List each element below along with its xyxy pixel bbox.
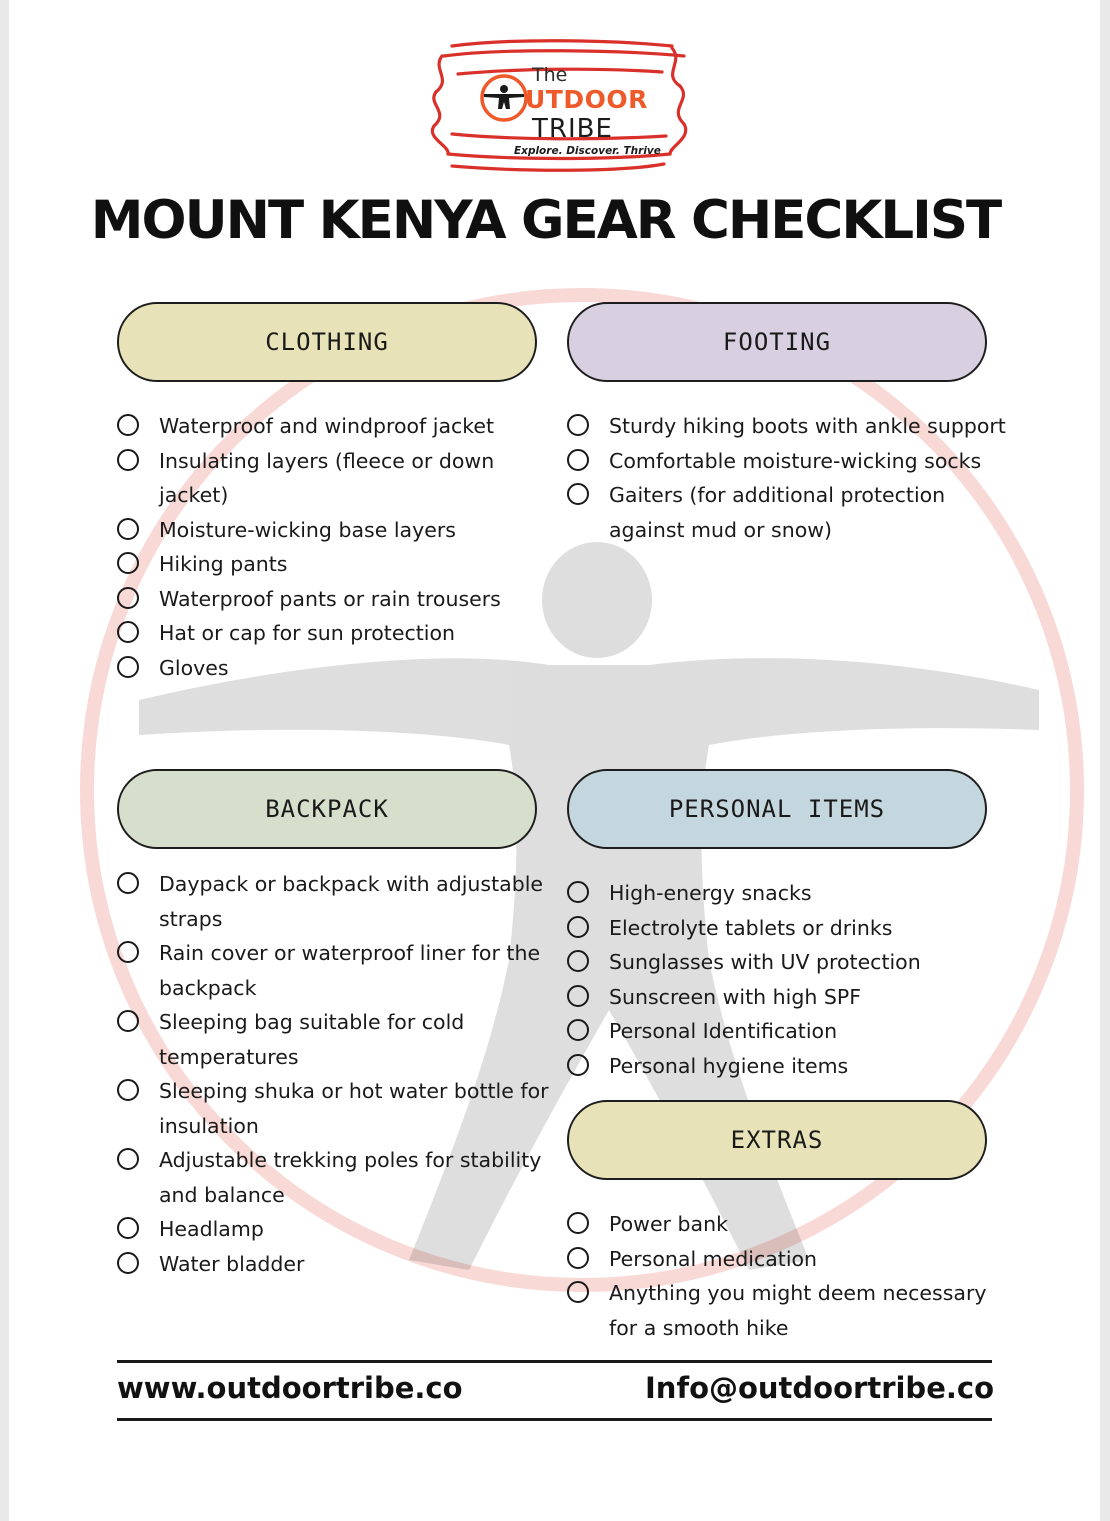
item-label: Electrolyte tablets or drinks [609, 915, 893, 940]
list-item[interactable] [117, 867, 557, 936]
checkbox-circle-icon[interactable] [117, 872, 139, 894]
checkbox-circle-icon[interactable] [567, 414, 589, 436]
website-link[interactable]: www.outdoortribe.co [117, 1371, 463, 1405]
item-label: Personal hygiene items [609, 1053, 849, 1078]
list-item[interactable] [117, 547, 557, 582]
item-label: Daypack or backpack with adjustable straps [159, 872, 544, 931]
checkbox-circle-icon[interactable] [567, 1054, 589, 1076]
item-label: Moisture-wicking base layers [159, 517, 456, 542]
item-label: Comfortable moisture-wicking socks [609, 448, 982, 473]
logo-text-the: The [532, 64, 568, 86]
list-item[interactable] [567, 1276, 1007, 1345]
list-item[interactable] [117, 513, 557, 548]
list-item[interactable] [117, 409, 557, 444]
checkbox-circle-icon[interactable] [567, 1019, 589, 1041]
checkbox-circle-icon[interactable] [117, 941, 139, 963]
item-label: Adjustable trekking poles for stability and balance [159, 1148, 542, 1207]
item-label: Waterproof pants or rain trousers [159, 586, 501, 611]
list-item[interactable] [567, 409, 1007, 444]
list-item[interactable] [567, 444, 1007, 479]
item-label: Rain cover or waterproof liner for the backpack [159, 941, 541, 1000]
list-item[interactable] [117, 936, 557, 1005]
list-item[interactable] [567, 945, 1007, 980]
checkbox-circle-icon[interactable] [567, 1212, 589, 1234]
checkbox-circle-icon[interactable] [117, 587, 139, 609]
list-item[interactable] [117, 444, 557, 513]
list-item[interactable] [567, 1207, 1007, 1242]
list-item[interactable] [567, 911, 1007, 946]
section-header-extras: EXTRAS [567, 1100, 987, 1180]
checkbox-circle-icon[interactable] [567, 1247, 589, 1269]
checklist-sheet [9, 0, 1100, 1521]
list-item[interactable] [567, 1049, 1007, 1084]
item-label: Power bank [609, 1212, 728, 1236]
checkbox-circle-icon[interactable] [117, 1252, 139, 1274]
backpack-list [117, 867, 557, 1281]
logo-text-tribe: TRIBE [532, 114, 613, 144]
item-label: Headlamp [159, 1217, 264, 1241]
section-header-clothing: CLOTHING [117, 302, 537, 382]
checkbox-circle-icon[interactable] [117, 1079, 139, 1101]
list-item[interactable] [117, 1143, 557, 1212]
list-item[interactable] [567, 876, 1007, 911]
item-label: Sunglasses with UV protection [609, 950, 921, 974]
item-label: Water bladder [159, 1251, 305, 1276]
section-header-personal-items: PERSONAL ITEMS [567, 769, 987, 849]
checkbox-circle-icon[interactable] [117, 621, 139, 643]
item-label: Anything you might deem necessary for a smooth hike [609, 1281, 987, 1340]
logo-tagline: Explore. Discover. Thrive [514, 145, 661, 157]
checkbox-circle-icon[interactable] [567, 916, 589, 938]
item-label: Sturdy hiking boots with ankle support [609, 414, 1006, 438]
item-label: Sleeping shuka or hot water bottle for insulation [159, 1079, 549, 1138]
checkbox-circle-icon[interactable] [117, 414, 139, 436]
item-label: Sleeping bag suitable for cold temperatures [159, 1010, 465, 1069]
extras-list [567, 1207, 1007, 1345]
list-item[interactable] [117, 651, 557, 686]
checkbox-circle-icon[interactable] [117, 1148, 139, 1170]
page-title: MOUNT KENYA GEAR CHECKLIST [90, 190, 1001, 251]
item-label: High-energy snacks [609, 881, 812, 905]
checkbox-circle-icon[interactable] [567, 881, 589, 903]
list-item[interactable] [117, 582, 557, 617]
checkbox-circle-icon[interactable] [117, 1010, 139, 1032]
checkbox-circle-icon[interactable] [567, 449, 589, 471]
email-link[interactable]: Info@outdoortribe.co [645, 1371, 994, 1405]
list-item[interactable] [567, 478, 1007, 547]
checkbox-circle-icon[interactable] [117, 656, 139, 678]
clothing-list [117, 409, 557, 685]
item-label: Personal medication [609, 1246, 818, 1271]
item-label: Personal Identification [609, 1019, 838, 1043]
logo-text-outdoor: UTDOOR [525, 85, 648, 114]
list-item[interactable] [117, 616, 557, 651]
checkbox-circle-icon[interactable] [117, 1217, 139, 1239]
footer-divider-bottom [117, 1418, 992, 1421]
footing-list [567, 409, 1007, 547]
list-item[interactable] [117, 1247, 557, 1282]
footer-divider-top [117, 1360, 992, 1363]
checkbox-circle-icon[interactable] [567, 985, 589, 1007]
item-label: Gloves [159, 655, 229, 680]
list-item[interactable] [567, 1014, 1007, 1049]
item-label: Hat or cap for sun protection [159, 621, 455, 645]
item-label: Gaiters (for additional protection against mud or snow) [609, 483, 946, 542]
list-item[interactable] [567, 1242, 1007, 1277]
list-item[interactable] [117, 1074, 557, 1143]
item-label: Insulating layers (fleece or down jacket) [159, 448, 495, 507]
personal-items-list [567, 876, 1007, 1083]
section-header-backpack: BACKPACK [117, 769, 537, 849]
checkbox-circle-icon[interactable] [117, 449, 139, 471]
item-label: Waterproof and windproof jacket [159, 414, 495, 438]
list-item[interactable] [567, 980, 1007, 1015]
checkbox-circle-icon[interactable] [567, 950, 589, 972]
checkbox-circle-icon[interactable] [117, 518, 139, 540]
list-item[interactable] [117, 1005, 557, 1074]
list-item[interactable] [117, 1212, 557, 1247]
checkbox-circle-icon[interactable] [567, 483, 589, 505]
outdoor-tribe-logo [422, 34, 697, 176]
checkbox-circle-icon[interactable] [117, 552, 139, 574]
section-header-footing: FOOTING [567, 302, 987, 382]
item-label: Sunscreen with high SPF [609, 984, 862, 1009]
item-label: Hiking pants [159, 552, 288, 576]
checkbox-circle-icon[interactable] [567, 1281, 589, 1303]
